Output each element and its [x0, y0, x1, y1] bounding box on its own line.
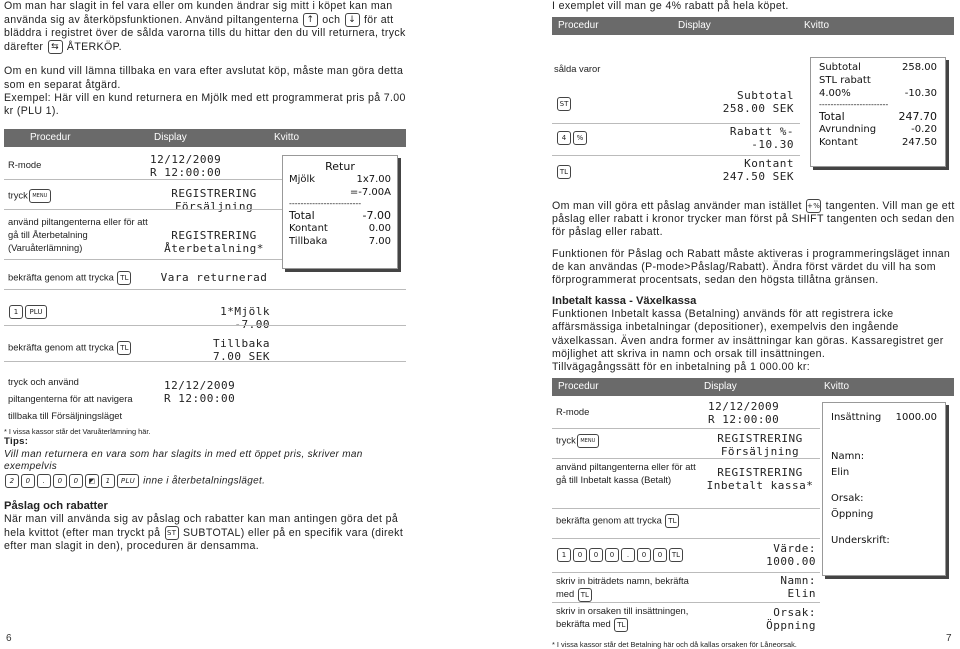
divider — [552, 572, 820, 573]
divider — [4, 325, 406, 326]
header-display: Display — [704, 381, 737, 393]
table-header — [552, 378, 954, 396]
r1-kontant-val: 247.50 — [902, 137, 937, 149]
disp2-orsak-value: Öppning — [766, 619, 816, 633]
tl-key-icon: TL — [614, 618, 628, 632]
page-number-left: 6 — [6, 633, 12, 644]
tl-key-icon-2: TL — [117, 341, 131, 355]
zero-key-icon: 0 — [637, 548, 651, 562]
divider — [552, 458, 820, 459]
menu-key-icon: MENU — [577, 434, 599, 448]
intro-text-2: och — [322, 14, 341, 26]
proc-plu — [8, 305, 48, 319]
proc2-orsak-text: skriv in orsaken till insättningen, bekräfta med — [556, 605, 689, 630]
disp-kontant — [682, 157, 794, 183]
discount-key-group — [556, 129, 588, 147]
zero-key-icon: 0 — [573, 548, 587, 562]
right-footnote: * I vissa kassor står det Betalning här och då kallas orsaken för Låneorsak. — [552, 640, 797, 649]
left-para3: Exempel: Här vill en kund returnera en Mjölk med ett programmerat pris på 7.00 kr (PLU 1). — [4, 91, 406, 118]
proc2-amount — [556, 548, 684, 562]
return-key-icon: ⇆ — [48, 40, 63, 54]
disp2-reg-line-2: REGISTRERING — [717, 466, 803, 480]
tips-title: Tips: — [4, 436, 29, 448]
para4-text-1: När man vill använda sig av påslag och rabatter kan man antingen göra det på hela kvittot (efter man tryckt på — [4, 513, 399, 540]
four-key-icon: 4 — [557, 131, 571, 145]
disp-date: 12/12/2009 — [150, 153, 222, 167]
disp2-time-line: R 12:00:00 — [708, 413, 780, 427]
r1-subtotal: Subtotal — [819, 62, 861, 74]
down-arrow-key-icon: ↓ — [345, 13, 360, 27]
r2-elin: Elin — [831, 467, 850, 479]
tl-key-icon: TL — [665, 514, 679, 528]
r1-kontant: Kontant — [819, 137, 858, 149]
divider — [552, 538, 820, 539]
r2-insattning: Insättning — [831, 412, 882, 424]
header-display: Display — [154, 132, 187, 144]
tips-text-2: inne i återbetalningsläget. — [143, 475, 266, 487]
r1-pct-val: -10.30 — [904, 88, 937, 100]
r1-total-val: 247.70 — [898, 110, 937, 124]
st-key-icon — [556, 95, 572, 113]
tl-key-group — [556, 163, 572, 181]
plu-key-icon-2: PLU — [117, 474, 139, 488]
receipt-kontant-value: 0.00 — [368, 223, 391, 235]
disp-forsaljning: Försäljning — [174, 200, 254, 214]
dot-key-icon: . — [621, 548, 635, 562]
st-key-icon: ST — [557, 97, 571, 111]
one-key-icon-2: 1 — [101, 474, 115, 488]
proc-salda-varor: sålda varor — [554, 63, 601, 75]
header-procedur: Procedur — [558, 381, 599, 393]
divider — [552, 508, 820, 509]
left-page — [4, 0, 408, 554]
disp2-date — [708, 400, 820, 426]
disp-7sek: 7.00 SEK — [213, 350, 270, 364]
receipt-total-label: Total — [289, 209, 315, 223]
heading-paslag: Påslag och rabatter — [4, 500, 108, 513]
right-receipt-2 — [822, 402, 946, 576]
proc-rmode: R-mode — [8, 159, 42, 171]
dot-key-icon: . — [37, 474, 51, 488]
intro-text-4: ÅTERKÖP. — [66, 41, 122, 54]
disp2-reg — [700, 432, 820, 458]
r1-subtotal-val: 258.00 — [902, 62, 937, 74]
zero-key-icon: 0 — [605, 548, 619, 562]
disp2-namn-label: Namn: — [780, 574, 816, 588]
zero-key-icon: 0 — [21, 474, 35, 488]
r1-avr: Avrundning — [819, 124, 877, 136]
tl-key-icon: TL — [669, 548, 683, 562]
left-para2: Om en kund vill lämna tillbaka en vara efter avslutat köp, måste man göra detta som en separat åtgärd. — [4, 65, 404, 91]
header-display: Display — [678, 20, 711, 32]
divider — [4, 209, 282, 210]
header-procedur: Procedur — [558, 20, 599, 32]
zero-key-icon-2: 0 — [53, 474, 67, 488]
table-header — [552, 17, 954, 35]
disp-subtotal — [682, 89, 794, 115]
right-intro: I exemplet vill man ge 4% rabatt på hela köpet. — [552, 0, 789, 12]
percent-key-icon: % — [573, 131, 587, 145]
disp-aterbetalning: Återbetalning* — [164, 242, 264, 256]
up-arrow-key-icon: ↑ — [303, 13, 318, 27]
proc-back: tryck och använd piltangenterna för att navigera tillbaka till Försäljningsläget — [8, 376, 133, 422]
disp-date-2: 12/12/2009 — [164, 379, 236, 393]
receipt-tillbaka-value: 7.00 — [368, 236, 391, 248]
left-para4 — [4, 513, 408, 553]
proc-tryck-menu — [8, 189, 52, 203]
disp-mjolk: 1*Mjölk — [220, 305, 270, 319]
divider — [4, 179, 282, 180]
disp-row-4 — [150, 305, 270, 331]
divider — [4, 289, 406, 290]
plu-key-icon: PLU — [25, 305, 47, 319]
r2-insattning-val: 1000.00 — [895, 412, 937, 424]
r2-orsak: Orsak: — [831, 493, 864, 505]
proc-confirm-text-2: bekräfta genom att trycka — [8, 341, 114, 353]
right-para3: Funktionen Inbetalt kassa (Betalning) används för att registrera icke affärsmässiga inbetalningar (depositioner), exempelvis den ingående växelkassan. Även andra former av insättningar kan göras. Kassaregistret ger möjlighet att skriva in namn och orsak till insättningen. — [552, 308, 944, 360]
disp-minus7: -7.00 — [234, 318, 270, 332]
right-para2: Funktionen för Påslag och Rabatt måste aktiveras i programmeringsläget innan de kan användas (P-mode>Påslag/Rabatt). Ändra först värdet du vill ha som förprogrammerat procentsats, sedan den högsta tillåtna gränsen. — [552, 247, 951, 287]
para4-text-2: SUBTOTAL) eller på en specifik vara (direkt efter man slagit in den), proceduren är densamma. — [4, 527, 404, 553]
zero-key-icon: 0 — [589, 548, 603, 562]
tl-key-icon: TL — [117, 271, 131, 285]
proc-confirm-text: bekräfta genom att trycka — [8, 271, 114, 283]
r1-dashes: ------------------------ — [819, 100, 889, 110]
right-table-1 — [552, 17, 954, 184]
para1-text-2: tangenten. Vill man ge ett påslag eller rabatt i kronor trycker man först på SHIFT tangenten och sedan den för påslag eller rabatt. — [552, 200, 955, 239]
proc2-namn-text: skriv in biträdets namn, bekräfta med — [556, 575, 689, 600]
r2-namn: Namn: — [831, 451, 865, 463]
disp2-varde — [700, 542, 816, 568]
disp2-date-line: 12/12/2009 — [708, 400, 780, 414]
disp-kontant-label: Kontant — [744, 157, 794, 171]
proc-confirm-1 — [8, 271, 132, 285]
receipt-title: Retur — [325, 160, 355, 174]
plus-percent-key-icon: +% — [806, 199, 821, 213]
tips-text — [4, 449, 408, 488]
disp2-inbetalt — [700, 466, 820, 492]
tl-key-icon: TL — [557, 165, 571, 179]
disp-row-0 — [150, 153, 278, 179]
r1-avr-val: -0.20 — [911, 124, 937, 136]
tips-text-1: Vill man returnera en vara som har slagits in med ett öppet pris, skriver man exempelvis — [4, 448, 363, 473]
page-number-right: 7 — [946, 633, 952, 644]
disp-row-5 — [150, 337, 270, 363]
receipt-dashes: ------------------------- — [289, 199, 362, 209]
r1-total: Total — [819, 110, 845, 124]
proc2-arrows: använd piltangenterna eller för att gå till Inbetalt kassa (Betalt) — [556, 461, 696, 486]
receipt-qty: 1x7.00 — [356, 174, 391, 186]
disp-time-2: R 12:00:00 — [164, 392, 236, 406]
divider — [552, 123, 800, 124]
receipt-total-value: -7.00 — [362, 209, 391, 223]
proc-confirm-2 — [8, 341, 132, 355]
zero-key-icon-3: 0 — [69, 474, 83, 488]
price-key-icon: ◩ — [85, 474, 99, 488]
table-header — [4, 129, 406, 147]
receipt-kontant-label: Kontant — [289, 223, 328, 235]
proc2-tryck-text: tryck — [556, 434, 576, 446]
disp-vara-returnerad: Vara returnerad — [160, 271, 268, 285]
disp-tillbaka: Tillbaka — [213, 337, 270, 351]
intro-text-1: Om man har slagit in fel vara eller om kunden ändrar sig mitt i köpet kan man använda sig av återköpsfunktionen. Använd piltangenterna — [4, 0, 393, 26]
right-para4: Tillvägagångssätt för en inbetalning på 1 000.00 kr: — [552, 361, 811, 374]
proc2-rmode: R-mode — [556, 406, 590, 418]
disp-row-2 — [150, 229, 278, 255]
right-table-2 — [552, 378, 954, 636]
proc-arrows: använd piltangenterna eller för att gå till Återbetalning (Varuåterlämning) — [8, 216, 148, 254]
header-kvitto: Kvitto — [824, 381, 850, 393]
menu-key-icon: MENU — [29, 189, 51, 203]
disp2-inbetalt-line: Inbetalt kassa* — [706, 479, 814, 493]
header-kvitto: Kvitto — [804, 20, 830, 32]
proc2-namn — [556, 574, 706, 602]
divider — [4, 259, 282, 260]
r1-pct: 4.00% — [819, 88, 851, 100]
disp2-forsaljning-line: Försäljning — [720, 445, 800, 459]
receipt-sum: =-7.00A — [349, 187, 391, 199]
right-receipt-1 — [810, 57, 946, 167]
left-procedure-table — [4, 129, 406, 425]
one-key-icon: 1 — [557, 548, 571, 562]
proc-tryck-text: tryck — [8, 189, 28, 201]
one-key-icon: 1 — [9, 305, 23, 319]
divider — [552, 155, 800, 156]
r2-underskrift: Underskrift: — [831, 535, 890, 547]
disp2-orsak — [700, 606, 816, 632]
right-page — [552, 0, 956, 649]
disp-time: R 12:00:00 — [150, 166, 222, 180]
r2-oppning: Öppning — [831, 509, 874, 521]
intro-text-3: för att bläddra i registret över de sålda varorna tills du hittar den du vill returnera, tryck därefter — [4, 14, 406, 54]
r1-stl: STL rabatt — [819, 75, 871, 87]
receipt-item: Mjölk — [289, 174, 316, 186]
disp-rabatt-label: Rabatt %- — [729, 125, 794, 139]
para1-text-1: Om man vill göra ett påslag använder man istället — [552, 200, 802, 212]
proc2-tryck — [556, 434, 600, 448]
receipt-tillbaka-label: Tillbaka — [289, 236, 328, 248]
disp2-varde-label: Värde: — [773, 542, 816, 556]
disp-rabatt-value: -10.30 — [751, 138, 794, 152]
disp-reg-2: REGISTRERING — [171, 229, 257, 243]
left-intro — [4, 0, 408, 54]
proc2-confirm — [556, 514, 680, 528]
left-receipt — [282, 155, 398, 269]
header-procedur: Procedur — [30, 132, 71, 144]
disp2-namn — [700, 574, 816, 600]
proc2-orsak — [556, 604, 706, 632]
disp2-orsak-label: Orsak: — [773, 606, 816, 620]
divider — [552, 428, 820, 429]
divider — [4, 361, 406, 362]
two-key-icon: 2 — [5, 474, 19, 488]
disp2-namn-value: Elin — [787, 587, 816, 601]
disp-row-6 — [150, 379, 292, 405]
disp-rabatt — [682, 125, 794, 151]
disp-subtotal-value: 258.00 SEK — [722, 102, 794, 116]
disp-kontant-value: 247.50 SEK — [722, 170, 794, 184]
st-key-icon: ST — [165, 526, 179, 540]
tl-key-icon: TL — [578, 588, 592, 602]
disp-subtotal-label: Subtotal — [737, 89, 794, 103]
header-kvitto: Kvitto — [274, 132, 300, 144]
zero-key-icon: 0 — [653, 548, 667, 562]
heading-inbetalt: Inbetalt kassa - Växelkassa — [552, 295, 697, 308]
left-footnote: * I vissa kassor står det Varuåterlämning här. — [4, 427, 151, 437]
divider — [552, 602, 820, 603]
right-para1 — [552, 199, 956, 239]
disp2-varde-value: 1000.00 — [766, 555, 816, 569]
proc2-confirm-text: bekräfta genom att trycka — [556, 514, 662, 526]
disp-reg: REGISTRERING — [171, 187, 257, 201]
disp2-reg-line: REGISTRERING — [717, 432, 803, 446]
